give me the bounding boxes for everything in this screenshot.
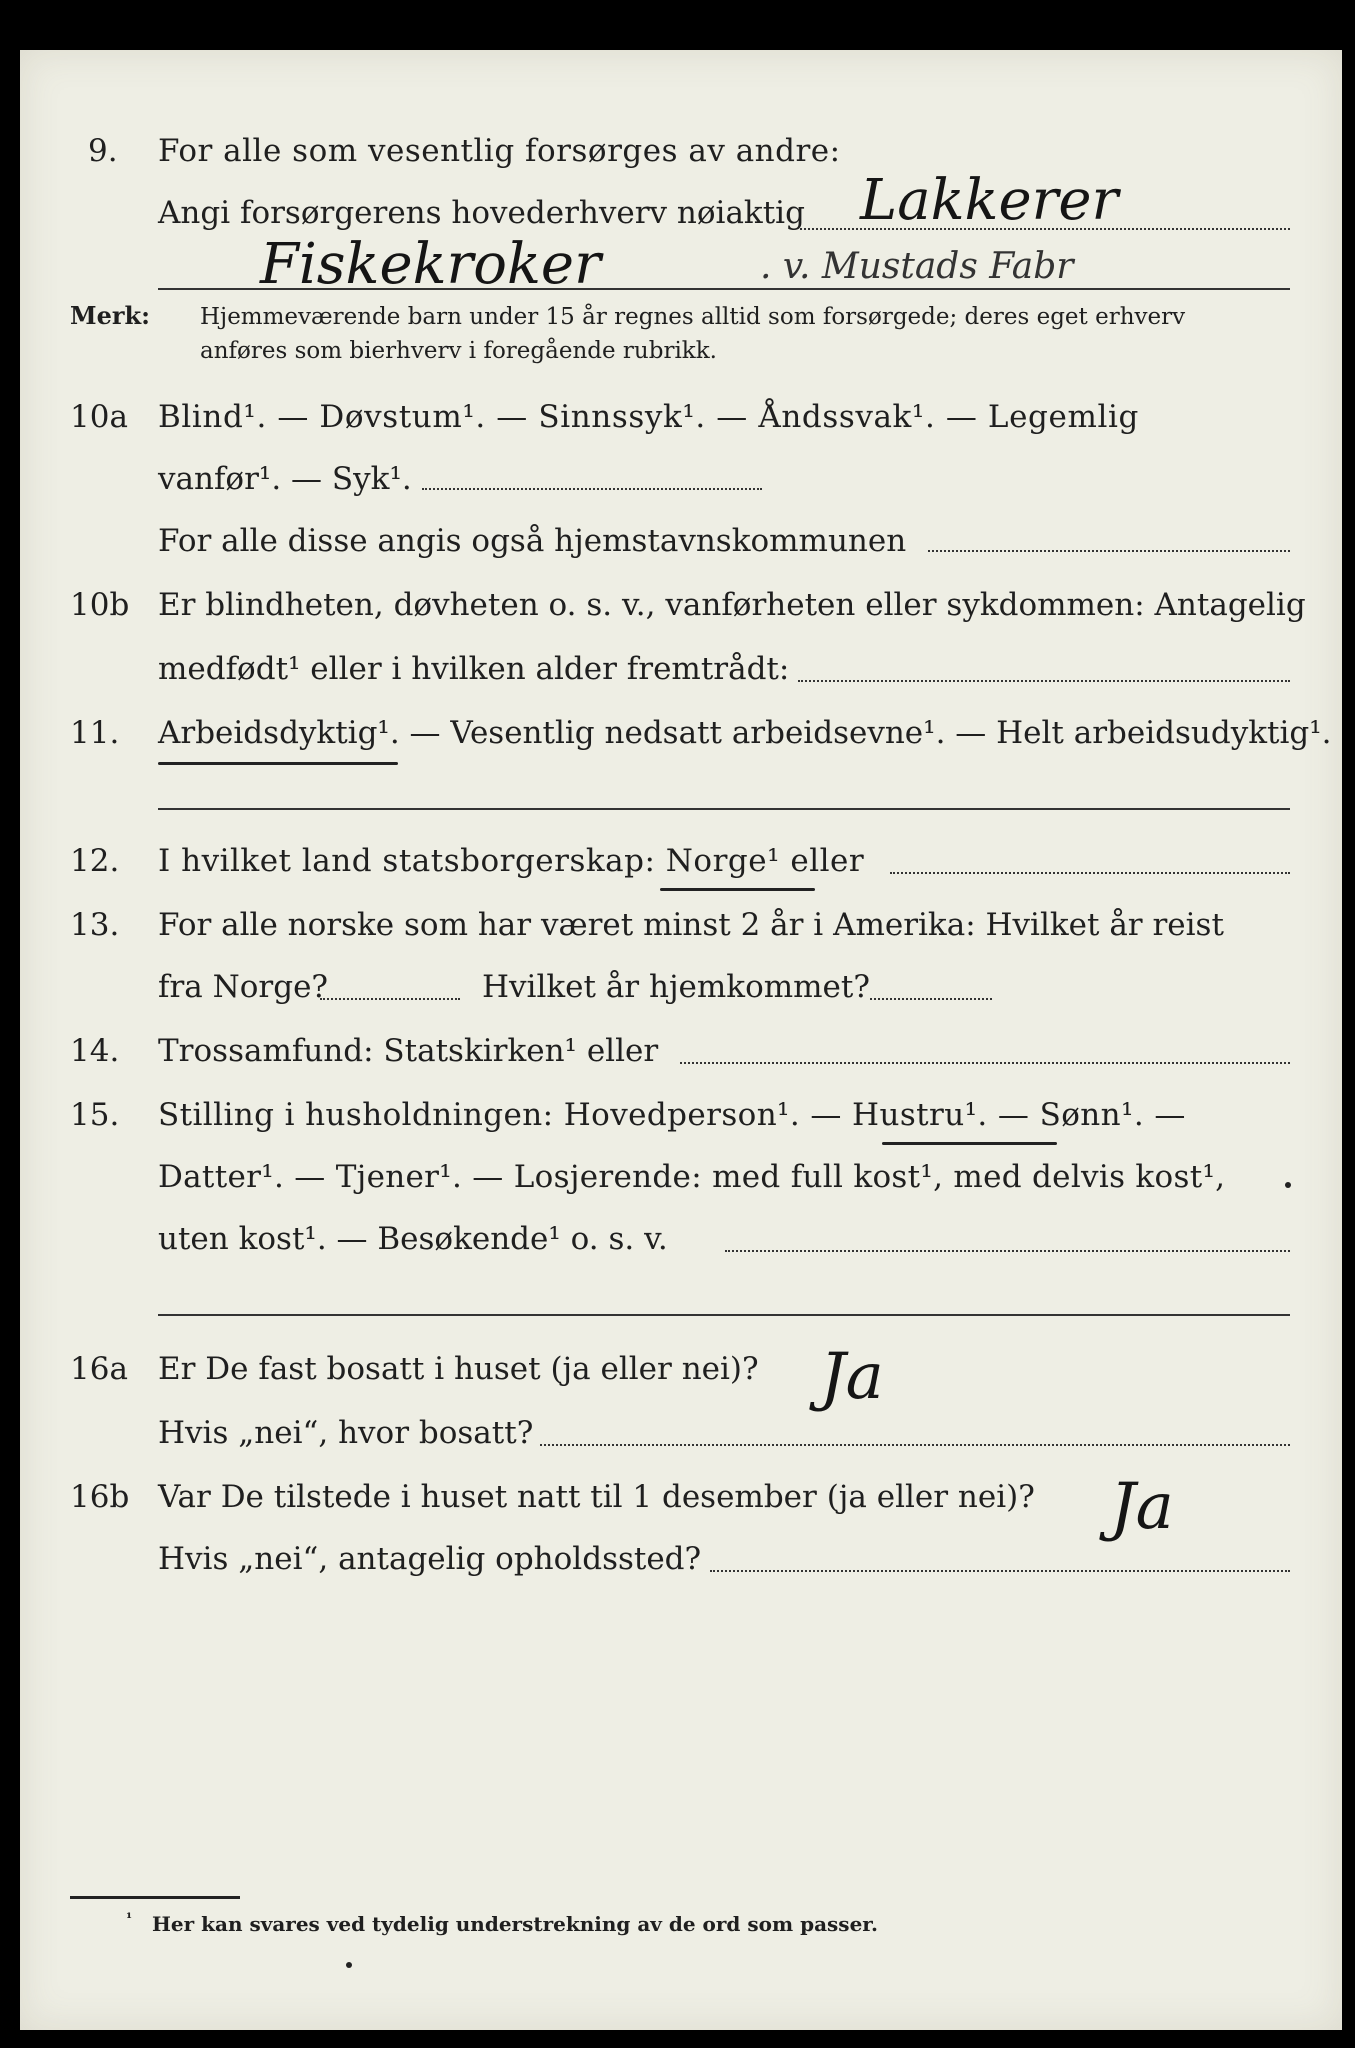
q16b-number: 16b (70, 1479, 130, 1515)
q11-underline-arbeidsdyktig (158, 762, 398, 765)
q16a-line1: Er De fast bosatt i huset (ja eller nei)? (158, 1351, 759, 1387)
q10a-line1: Blind¹. — Døvstum¹. — Sinnssyk¹. — Åndssvak¹. — Legemlig (158, 399, 1139, 435)
merk-line2: anføres som bierhverv i foregående rubrikk. (200, 338, 717, 364)
q16a-number: 16a (70, 1351, 128, 1387)
q11-answer-line (158, 808, 1290, 810)
q12-underline-norge (660, 888, 815, 891)
q15-other-line (725, 1250, 1290, 1252)
q15-underline-hustru (882, 1142, 1057, 1145)
q13-line1: For alle norske som har været minst 2 år i Amerika: Hvilket år reist (158, 907, 1224, 943)
q9-number: 9. (88, 133, 118, 169)
q10a-number: 10a (70, 399, 128, 435)
q11-line1: Arbeidsdyktig¹. — Vesentlig nedsatt arbeidsevne¹. — Helt arbeidsudyktig¹. (158, 715, 1332, 751)
ink-speck (346, 1962, 352, 1968)
q15-answer-line (158, 1314, 1290, 1316)
q13-number: 13. (70, 907, 120, 943)
q13-hjemkommet-line (870, 998, 992, 1000)
q10a-kommune-line (928, 550, 1290, 552)
q16a-handwritten-answer: Ja (820, 1340, 884, 1414)
q9-line1: For alle som vesentlig forsørges av andre: (158, 133, 841, 169)
q15-number: 15. (70, 1097, 120, 1133)
q16b-line2: Hvis „nei“, antagelig opholdssted? (158, 1541, 702, 1577)
q10b-line1: Er blindheten, døvheten o. s. v., vanførheten eller sykdommen: Antagelig (158, 587, 1306, 623)
q16a-line2: Hvis „nei“, hvor bosatt? (158, 1415, 534, 1451)
q11-number: 11. (70, 715, 120, 751)
q9-line2: Angi forsørgerens hovederhverv nøiaktig (158, 195, 805, 231)
q15-line1: Stilling i husholdningen: Hovedperson¹. — Hustru¹. — Sønn¹. — (158, 1097, 1186, 1133)
q15-line2: Datter¹. — Tjener¹. — Losjerende: med full kost¹, med delvis kost¹, (158, 1159, 1226, 1195)
q10b-line2: medfødt¹ eller i hvilken alder fremtrådt: (158, 651, 790, 687)
q10b-number: 10b (70, 587, 130, 623)
q16a-bosatt-line (540, 1444, 1290, 1446)
q12-other-country-line (890, 872, 1290, 874)
footnote-rule (70, 1896, 240, 1899)
q14-line1: Trossamfund: Statskirken¹ eller (158, 1033, 659, 1069)
footnote-mark: ¹ (126, 1911, 133, 1927)
q14-other-faith-line (680, 1062, 1290, 1064)
q10a-line2: vanfør¹. — Syk¹. (158, 461, 412, 497)
q13-line2b: Hvilket år hjemkommet? (482, 969, 870, 1005)
q10a-syk-line (422, 488, 762, 490)
q12-number: 12. (70, 843, 120, 879)
q9-handwritten-employer: . v. Mustads Fabr (760, 246, 1074, 287)
census-form-page (20, 50, 1342, 2030)
q10a-line3: For alle disse angis også hjemstavnskommunen (158, 523, 907, 559)
q13-reist-line (320, 998, 460, 1000)
q9-handwritten-detail: Fiskekroker (260, 232, 601, 297)
ink-speck (1285, 1182, 1291, 1188)
q16b-opholdssted-line (710, 1570, 1290, 1572)
q9-handwritten-occupation: Lakkerer (860, 168, 1119, 233)
q10b-age-line (798, 680, 1290, 682)
q16b-line1: Var De tilstede i huset natt til 1 desember (ja eller nei)? (158, 1479, 1035, 1515)
q15-line3: uten kost¹. — Besøkende¹ o. s. v. (158, 1221, 668, 1257)
q13-line2a: fra Norge? (158, 969, 329, 1005)
merk-label: Merk: (70, 301, 150, 330)
q12-line1: I hvilket land statsborgerskap: Norge¹ eller (158, 843, 865, 879)
q16b-handwritten-answer: Ja (1110, 1470, 1174, 1544)
footnote-text: Her kan svares ved tydelig understrekning av de ord som passer. (152, 1912, 878, 1936)
q14-number: 14. (70, 1033, 120, 1069)
merk-line1: Hjemmeværende barn under 15 år regnes alltid som forsørgede; deres eget erhverv (200, 304, 1186, 330)
